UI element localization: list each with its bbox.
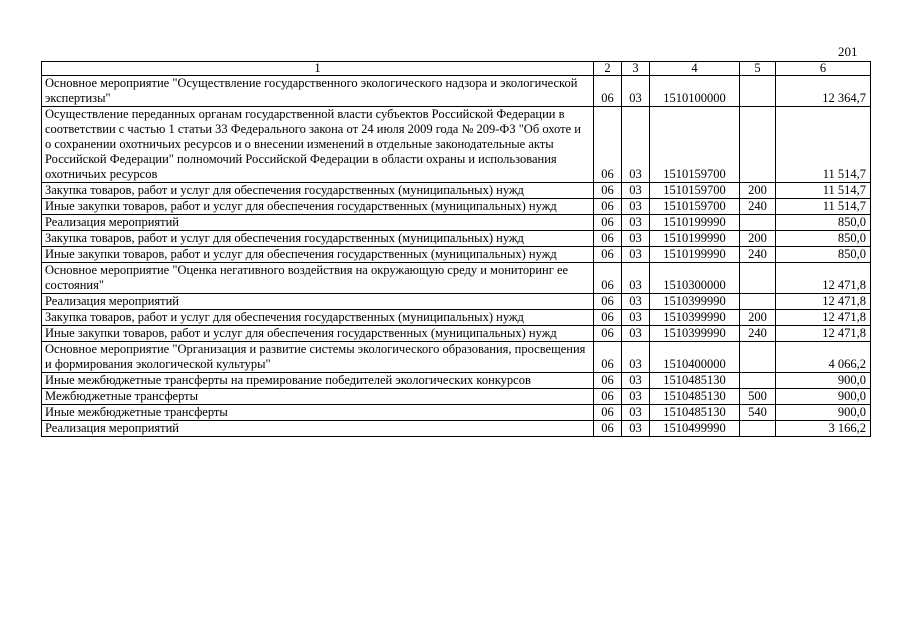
row-c5-cell: 240 (740, 247, 776, 263)
row-c4-cell: 1510399990 (650, 310, 740, 326)
row-c4-cell: 1510100000 (650, 76, 740, 107)
row-c3-cell: 03 (622, 76, 650, 107)
row-c4-cell: 1510399990 (650, 326, 740, 342)
row-c2-cell: 06 (594, 107, 622, 183)
header-cell: 5 (740, 62, 776, 76)
row-c2-cell: 06 (594, 421, 622, 437)
table-row (42, 183, 871, 199)
row-c3-cell: 03 (622, 247, 650, 263)
row-c6-cell: 4 066,2 (776, 342, 871, 373)
table-row (42, 107, 871, 183)
table-row (42, 76, 871, 107)
row-c2-cell: 06 (594, 326, 622, 342)
header-cell: 4 (650, 62, 740, 76)
row-c5-cell (740, 76, 776, 107)
table-row (42, 342, 871, 373)
row-name-cell: Закупка товаров, работ и услуг для обеспечения государственных (муниципальных) нужд (42, 183, 594, 199)
table-row (42, 373, 871, 389)
row-c2-cell: 06 (594, 342, 622, 373)
row-name-cell: Закупка товаров, работ и услуг для обеспечения государственных (муниципальных) нужд (42, 231, 594, 247)
row-c3-cell: 03 (622, 294, 650, 310)
row-c5-cell: 500 (740, 389, 776, 405)
row-name-cell: Иные закупки товаров, работ и услуг для обеспечения государственных (муниципальных) нужд (42, 247, 594, 263)
row-c5-cell (740, 421, 776, 437)
table-row (42, 231, 871, 247)
row-c6-cell: 900,0 (776, 373, 871, 389)
row-c5-cell: 240 (740, 326, 776, 342)
row-c2-cell: 06 (594, 76, 622, 107)
row-c3-cell: 03 (622, 263, 650, 294)
row-c5-cell (740, 373, 776, 389)
row-c4-cell: 1510485130 (650, 389, 740, 405)
row-c3-cell: 03 (622, 326, 650, 342)
table-row (42, 421, 871, 437)
row-c6-cell: 850,0 (776, 215, 871, 231)
row-c3-cell: 03 (622, 373, 650, 389)
table-row (42, 247, 871, 263)
row-c4-cell: 1510485130 (650, 373, 740, 389)
row-c3-cell: 03 (622, 199, 650, 215)
row-c3-cell: 03 (622, 231, 650, 247)
row-name-cell: Основное мероприятие "Осуществление государственного экологического надзора и экологической экспертизы" (42, 76, 594, 107)
header-cell: 1 (42, 62, 594, 76)
row-c6-cell: 11 514,7 (776, 199, 871, 215)
header-cell: 2 (594, 62, 622, 76)
row-c2-cell: 06 (594, 373, 622, 389)
table-row (42, 326, 871, 342)
header-cell: 6 (776, 62, 871, 76)
row-c6-cell: 11 514,7 (776, 183, 871, 199)
table-row (42, 389, 871, 405)
row-c3-cell: 03 (622, 183, 650, 199)
row-c2-cell: 06 (594, 263, 622, 294)
row-c2-cell: 06 (594, 215, 622, 231)
row-c6-cell: 850,0 (776, 231, 871, 247)
table-row (42, 405, 871, 421)
row-c2-cell: 06 (594, 310, 622, 326)
row-c4-cell: 1510199990 (650, 231, 740, 247)
table-row (42, 310, 871, 326)
table-row (42, 199, 871, 215)
row-c3-cell: 03 (622, 342, 650, 373)
row-name-cell: Иные закупки товаров, работ и услуг для обеспечения государственных (муниципальных) нужд (42, 199, 594, 215)
row-name-cell: Основное мероприятие "Оценка негативного воздействия на окружающую среду и мониторинг ее состояния" (42, 263, 594, 294)
row-c4-cell: 1510485130 (650, 405, 740, 421)
row-c4-cell: 1510159700 (650, 107, 740, 183)
row-name-cell: Основное мероприятие "Организация и развитие системы экологического образования, просвещения и формирования экологической культуры" (42, 342, 594, 373)
row-c2-cell: 06 (594, 389, 622, 405)
row-name-cell: Иные межбюджетные трансферты (42, 405, 594, 421)
row-c4-cell: 1510399990 (650, 294, 740, 310)
row-c4-cell: 1510300000 (650, 263, 740, 294)
row-c6-cell: 850,0 (776, 247, 871, 263)
table-row (42, 215, 871, 231)
row-c3-cell: 03 (622, 421, 650, 437)
row-name-cell: Межбюджетные трансферты (42, 389, 594, 405)
row-c6-cell: 12 471,8 (776, 326, 871, 342)
row-c2-cell: 06 (594, 199, 622, 215)
row-c2-cell: 06 (594, 294, 622, 310)
row-c2-cell: 06 (594, 231, 622, 247)
row-c3-cell: 03 (622, 405, 650, 421)
row-c5-cell: 200 (740, 310, 776, 326)
row-name-cell: Реализация мероприятий (42, 215, 594, 231)
table-body (42, 76, 871, 437)
row-c5-cell: 540 (740, 405, 776, 421)
row-c4-cell: 1510400000 (650, 342, 740, 373)
row-c3-cell: 03 (622, 107, 650, 183)
row-c5-cell (740, 215, 776, 231)
row-c4-cell: 1510199990 (650, 215, 740, 231)
table-row (42, 294, 871, 310)
row-c6-cell: 900,0 (776, 405, 871, 421)
page-number: 201 (838, 44, 858, 59)
row-c4-cell: 1510159700 (650, 199, 740, 215)
row-c6-cell: 12 471,8 (776, 294, 871, 310)
row-c5-cell (740, 107, 776, 183)
row-name-cell: Реализация мероприятий (42, 421, 594, 437)
row-name-cell: Иные закупки товаров, работ и услуг для обеспечения государственных (муниципальных) нужд (42, 326, 594, 342)
row-name-cell: Закупка товаров, работ и услуг для обеспечения государственных (муниципальных) нужд (42, 310, 594, 326)
row-c5-cell (740, 263, 776, 294)
row-c2-cell: 06 (594, 405, 622, 421)
row-c5-cell (740, 342, 776, 373)
row-c6-cell: 12 364,7 (776, 76, 871, 107)
row-c6-cell: 12 471,8 (776, 310, 871, 326)
row-c4-cell: 1510159700 (650, 183, 740, 199)
row-c2-cell: 06 (594, 247, 622, 263)
budget-table (41, 61, 871, 437)
row-c6-cell: 12 471,8 (776, 263, 871, 294)
header-row (42, 62, 871, 76)
row-c5-cell (740, 294, 776, 310)
row-c3-cell: 03 (622, 215, 650, 231)
row-c3-cell: 03 (622, 310, 650, 326)
table-row (42, 263, 871, 294)
header-cell: 3 (622, 62, 650, 76)
row-c5-cell: 200 (740, 183, 776, 199)
row-c6-cell: 3 166,2 (776, 421, 871, 437)
row-c4-cell: 1510199990 (650, 247, 740, 263)
row-c6-cell: 11 514,7 (776, 107, 871, 183)
row-c2-cell: 06 (594, 183, 622, 199)
row-c4-cell: 1510499990 (650, 421, 740, 437)
row-c5-cell: 240 (740, 199, 776, 215)
row-c5-cell: 200 (740, 231, 776, 247)
row-name-cell: Иные межбюджетные трансферты на премирование победителей экологических конкурсов (42, 373, 594, 389)
row-c6-cell: 900,0 (776, 389, 871, 405)
row-name-cell: Реализация мероприятий (42, 294, 594, 310)
row-c3-cell: 03 (622, 389, 650, 405)
row-name-cell: Осуществление переданных органам государственной власти субъектов Российской Федерации в соответствии с частью 1 статьи 33 Федерального закона от 24 июля 2009 года № 209-ФЗ "Об охоте и о сохранении охотничьих ресурсов и о внесении изменений в отдельные законодательные акты Российской Федерации" полномочий Российской Федерации в области охраны и использования охотничьих ресурсов (42, 107, 594, 183)
